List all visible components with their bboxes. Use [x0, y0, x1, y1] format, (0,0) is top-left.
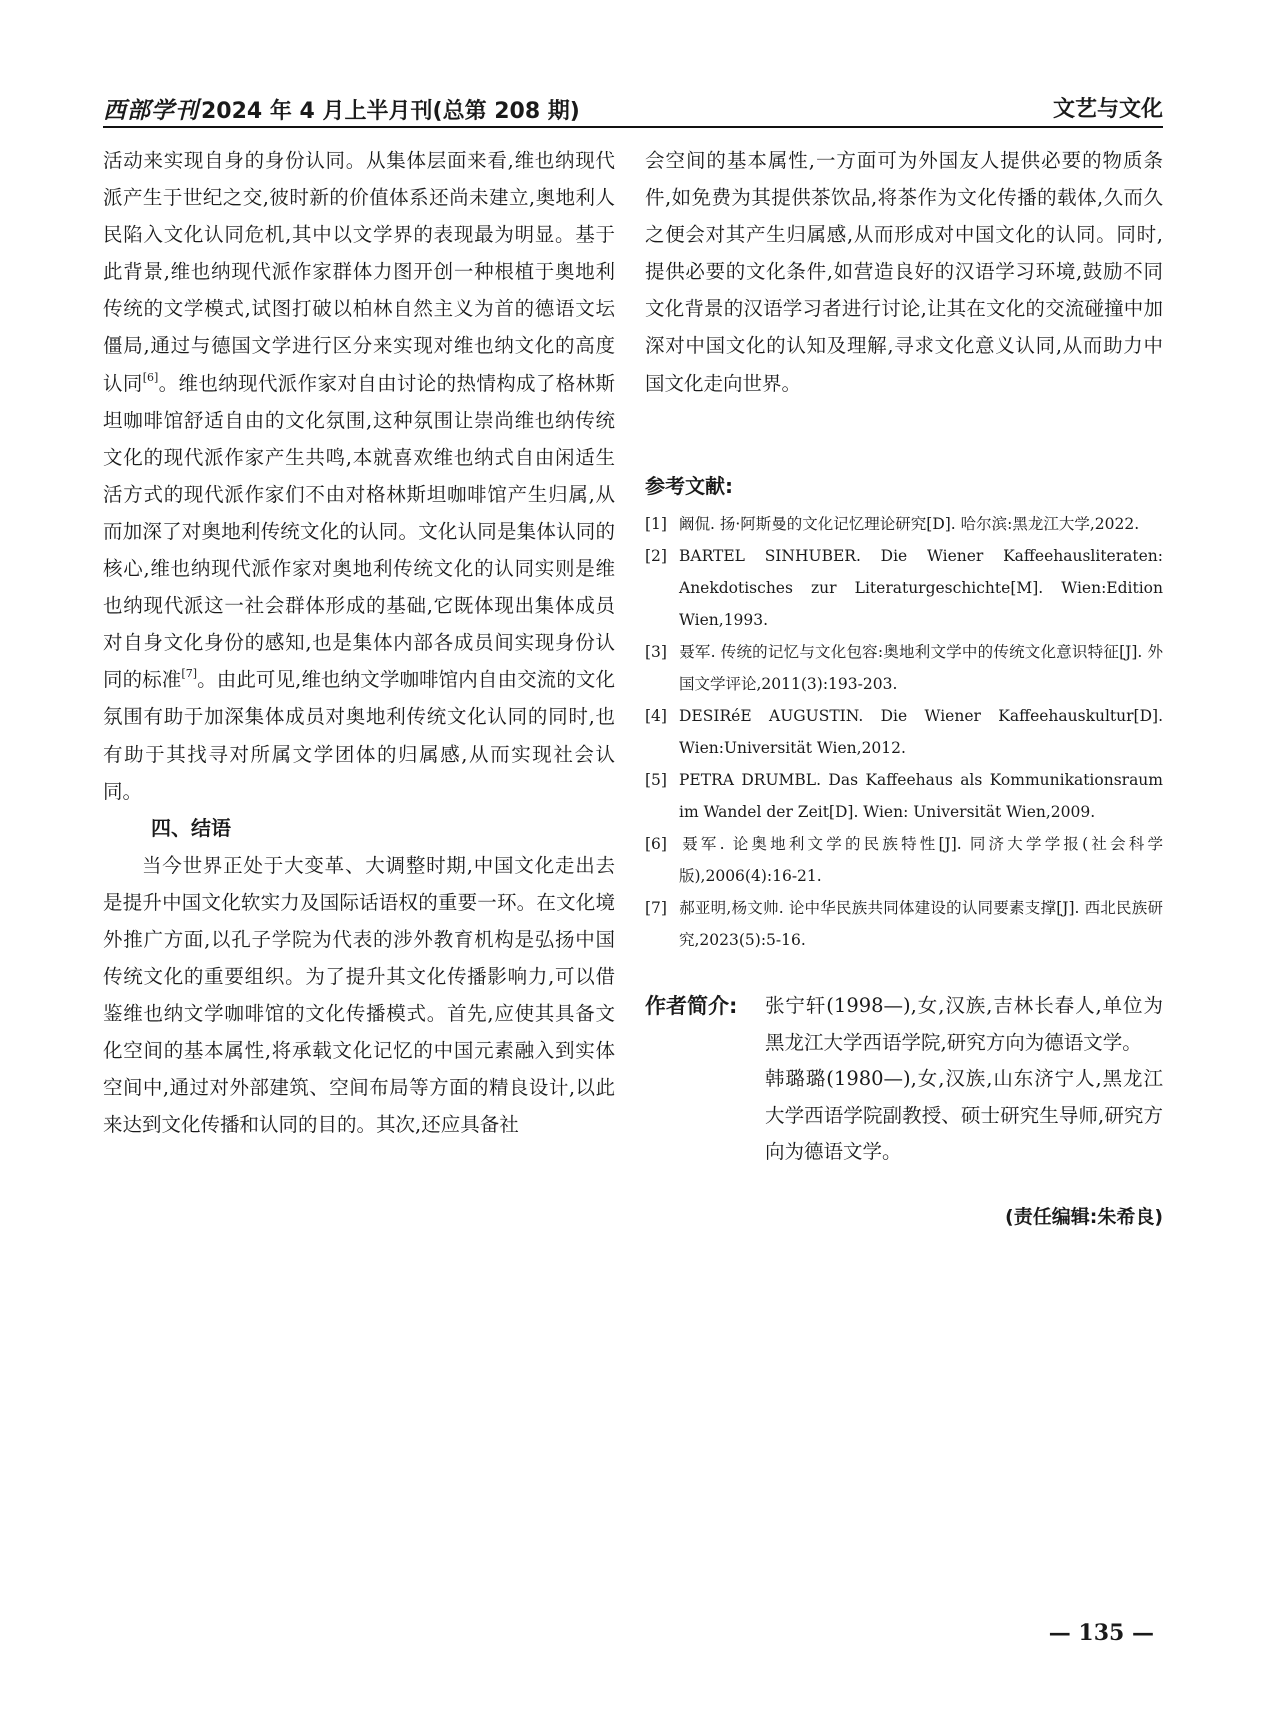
reference-text: 郝亚明,杨文帅. 论中华民族共同体建设的认同要素支撑[J]. 西北民族研究,2023(5):5-16.	[679, 899, 1163, 949]
journal-issue: 2024 年 4 月上半月刊(总第 208 期)	[201, 99, 580, 124]
reference-text: 聂军. 论奥地利文学的民族特性[J]. 同济大学学报(社会科学版),2006(4):16-21.	[679, 835, 1163, 885]
body-paragraph: 会空间的基本属性,一方面可为外国友人提供必要的物质条件,如免费为其提供茶饮品,将茶作为文化传播的载体,久而久之便会对其产生归属感,从而形成对中国文化的认同。同时,提供必要的文化条件,如营造良好的汉语学习环境,鼓励不同文化背景的汉语学习者进行讨论,让其在文化的交流碰撞中加深对中国文化的认知及理解,寻求文化意义认同,从而助力中国文化走向世界。	[645, 149, 1163, 395]
reference-text: PETRA DRUMBL. Das Kaffeehaus als Kommunikationsraum im Wandel der Zeit[D]. Wien: Universität Wien,2009.	[679, 771, 1163, 821]
reference-item	[645, 700, 1163, 764]
reference-item	[645, 828, 1163, 892]
body-paragraph	[103, 142, 615, 810]
reference-text: DESIRéE AUGUSTIN. Die Wiener Kaffeehauskultur[D]. Wien:Universität Wien,2012.	[679, 707, 1163, 757]
page-header	[103, 88, 1163, 128]
references-list	[645, 508, 1163, 956]
paragraph-text: 活动来实现自身的身份认同。从集体层面来看,维也纳现代派产生于世纪之交,彼时新的价值体系还尚未建立,奥地利人民陷入文化认同危机,其中以文学界的表现最为明显。基于此背景,维也纳现代派作家群体力图开创一种根植于奥地利传统的文学模式,试图打破以柏林自然主义为首的德语文坛僵局,通过与德国文学进行区分来实现对维也纳文化的高度认同	[103, 149, 615, 395]
reference-number: [1]	[645, 515, 667, 533]
citation-7: [7]	[181, 667, 198, 681]
reference-item	[645, 764, 1163, 828]
reference-number: [6]	[645, 835, 667, 853]
reference-number: [7]	[645, 899, 667, 917]
reference-item	[645, 636, 1163, 700]
author-2: 韩璐璐(1980—),女,汉族,山东济宁人,黑龙江大学西语学院副教授、硕士研究生导师,研究方向为德语文学。	[765, 1067, 1163, 1163]
journal-logo: 西部学刊	[103, 97, 199, 124]
reference-item	[645, 508, 1163, 540]
author-intro-label: 作者简介:	[645, 994, 738, 1018]
reference-text: 聂军. 传统的记忆与文化包容:奥地利文学中的传统文化意识特征[J]. 外国文学评论,2011(3):193-203.	[679, 643, 1163, 693]
section-name: 文艺与文化	[1052, 97, 1163, 122]
reference-number: [4]	[645, 707, 667, 725]
reference-text: BARTEL SINHUBER. Die Wiener Kaffeehausliteraten: Anekdotisches zur Literaturgeschichte[M]. Wien:Edition Wien,1993.	[679, 547, 1163, 629]
right-column	[645, 142, 1163, 402]
author-1: 张宁轩(1998—),女,汉族,吉林长春人,单位为黑龙江大学西语学院,研究方向为德语文学。	[765, 994, 1163, 1054]
reference-text: 阚侃. 扬·阿斯曼的文化记忆理论研究[D]. 哈尔滨:黑龙江大学,2022.	[679, 515, 1140, 533]
section-heading: 四、结语	[151, 815, 231, 840]
reference-number: [3]	[645, 643, 667, 661]
citation-6: [6]	[142, 370, 159, 384]
responsible-editor: (责任编辑:朱希良)	[1005, 1206, 1163, 1228]
paragraph-text: 。维也纳现代派作家对自由讨论的热情构成了格林斯坦咖啡馆舒适自由的文化氛围,这种氛围让崇尚维也纳传统文化的现代派作家产生共鸣,本就喜欢维也纳式自由闲适生活方式的现代派作家们不由对格林斯坦咖啡馆产生归属,从而加深了对奥地利传统文化的认同。文化认同是集体认同的核心,维也纳现代派作家对奥地利传统文化的认同实则是维也纳现代派这一社会群体形成的基础,它既体现出集体成员对自身文化身份的感知,也是集体内部各成员间实现身份认同的标准	[103, 371, 615, 692]
reference-number: [5]	[645, 771, 667, 789]
references-title: 参考文献:	[645, 474, 733, 498]
left-column	[103, 142, 615, 1143]
reference-number: [2]	[645, 547, 667, 565]
reference-item	[645, 892, 1163, 956]
author-entries	[765, 988, 1163, 1171]
header-rule	[103, 126, 1163, 128]
journal-title	[103, 92, 580, 125]
paragraph-text: 。由此可见,维也纳文学咖啡馆内自由交流的文化氛围有助于加深集体成员对奥地利传统文化认同的同时,也有助于其找寻对所属文学团体的归属感,从而实现社会认同。	[103, 668, 615, 803]
page-number: — 135 —	[1048, 1620, 1154, 1646]
reference-item	[645, 540, 1163, 636]
body-paragraph: 当今世界正处于大变革、大调整时期,中国文化走出去是提升中国文化软实力及国际话语权的重要一环。在文化境外推广方面,以孔子学院为代表的涉外教育机构是弘扬中国传统文化的重要组织。为了提升其文化传播影响力,可以借鉴维也纳文学咖啡馆的文化传播模式。首先,应使其具备文化空间的基本属性,将承载文化记忆的中国元素融入到实体空间中,通过对外部建筑、空间布局等方面的精良设计,以此来达到文化传播和认同的目的。其次,还应具备社	[103, 853, 615, 1137]
